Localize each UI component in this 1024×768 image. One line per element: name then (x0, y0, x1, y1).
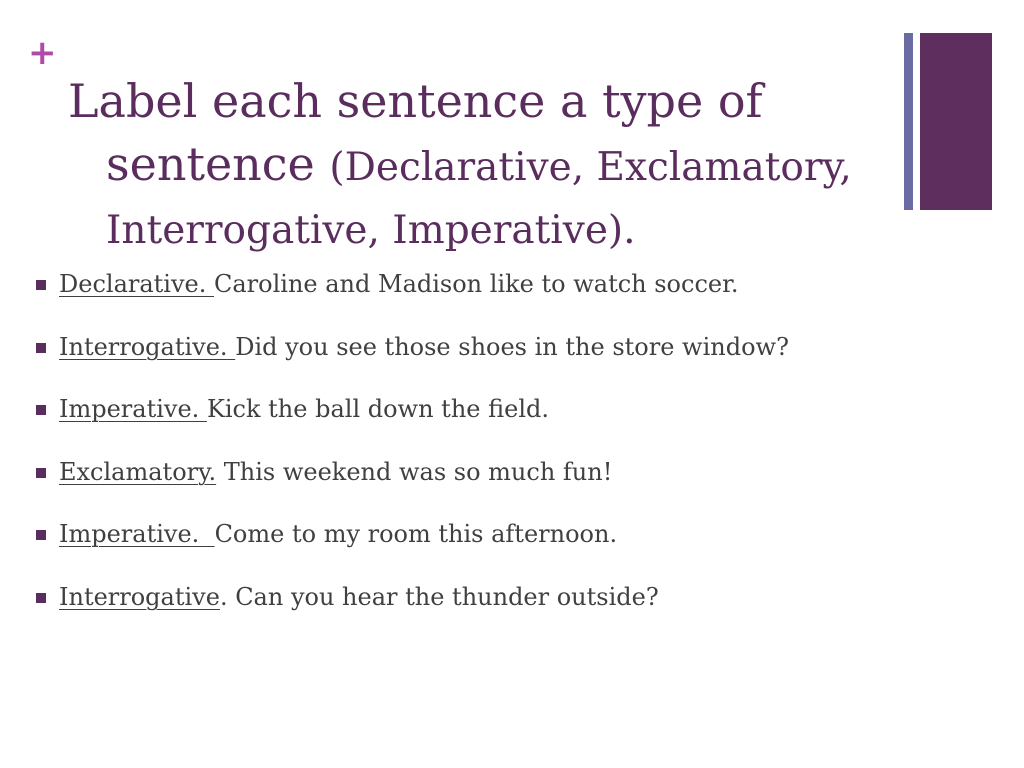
list-item (36, 327, 976, 390)
list-item (36, 452, 976, 515)
decorative-bar-thin (904, 33, 913, 210)
title-line-1: Label each sentence a type of (68, 74, 763, 128)
decorative-bar-thick (920, 33, 992, 210)
list-item (36, 514, 976, 577)
title-line-2-main: sentence (106, 137, 330, 191)
title-line-3: Interrogative, Imperative). (106, 208, 636, 253)
sentence-type-label: Imperative. (59, 395, 207, 424)
bullet-square-icon (36, 343, 46, 353)
sentence-type-label: Declarative. (59, 270, 214, 298)
list-item (36, 389, 976, 452)
bullet-square-icon (36, 593, 46, 603)
slide-title (68, 70, 908, 262)
sentence-text: Caroline and Madison like to watch soccer. (214, 270, 739, 298)
list-item (36, 577, 976, 640)
title-line-2 (68, 133, 908, 199)
sentence-type-label: Interrogative (59, 582, 220, 611)
sentence-text: Did you see those shoes in the store window? (235, 332, 789, 361)
sentence-type-label: Exclamatory. (59, 457, 217, 486)
bullet-square-icon (36, 468, 46, 478)
sentence-text: Kick the ball down the field. (206, 395, 549, 424)
sentence-type-label: Interrogative. (59, 332, 236, 361)
bullet-square-icon (36, 280, 46, 290)
plus-icon: + (28, 33, 57, 73)
sentence-type-label: Imperative. (59, 520, 215, 549)
sentence-text: This weekend was so much fun! (216, 457, 613, 486)
bullet-square-icon (36, 405, 46, 415)
list-item (36, 264, 976, 327)
sentence-list (36, 264, 976, 640)
sentence-text: . Can you hear the thunder outside? (219, 582, 659, 611)
title-line-2-paren: (Declarative, Exclamatory, (329, 145, 852, 190)
bullet-square-icon (36, 530, 46, 540)
sentence-text: Come to my room this afternoon. (214, 520, 618, 549)
